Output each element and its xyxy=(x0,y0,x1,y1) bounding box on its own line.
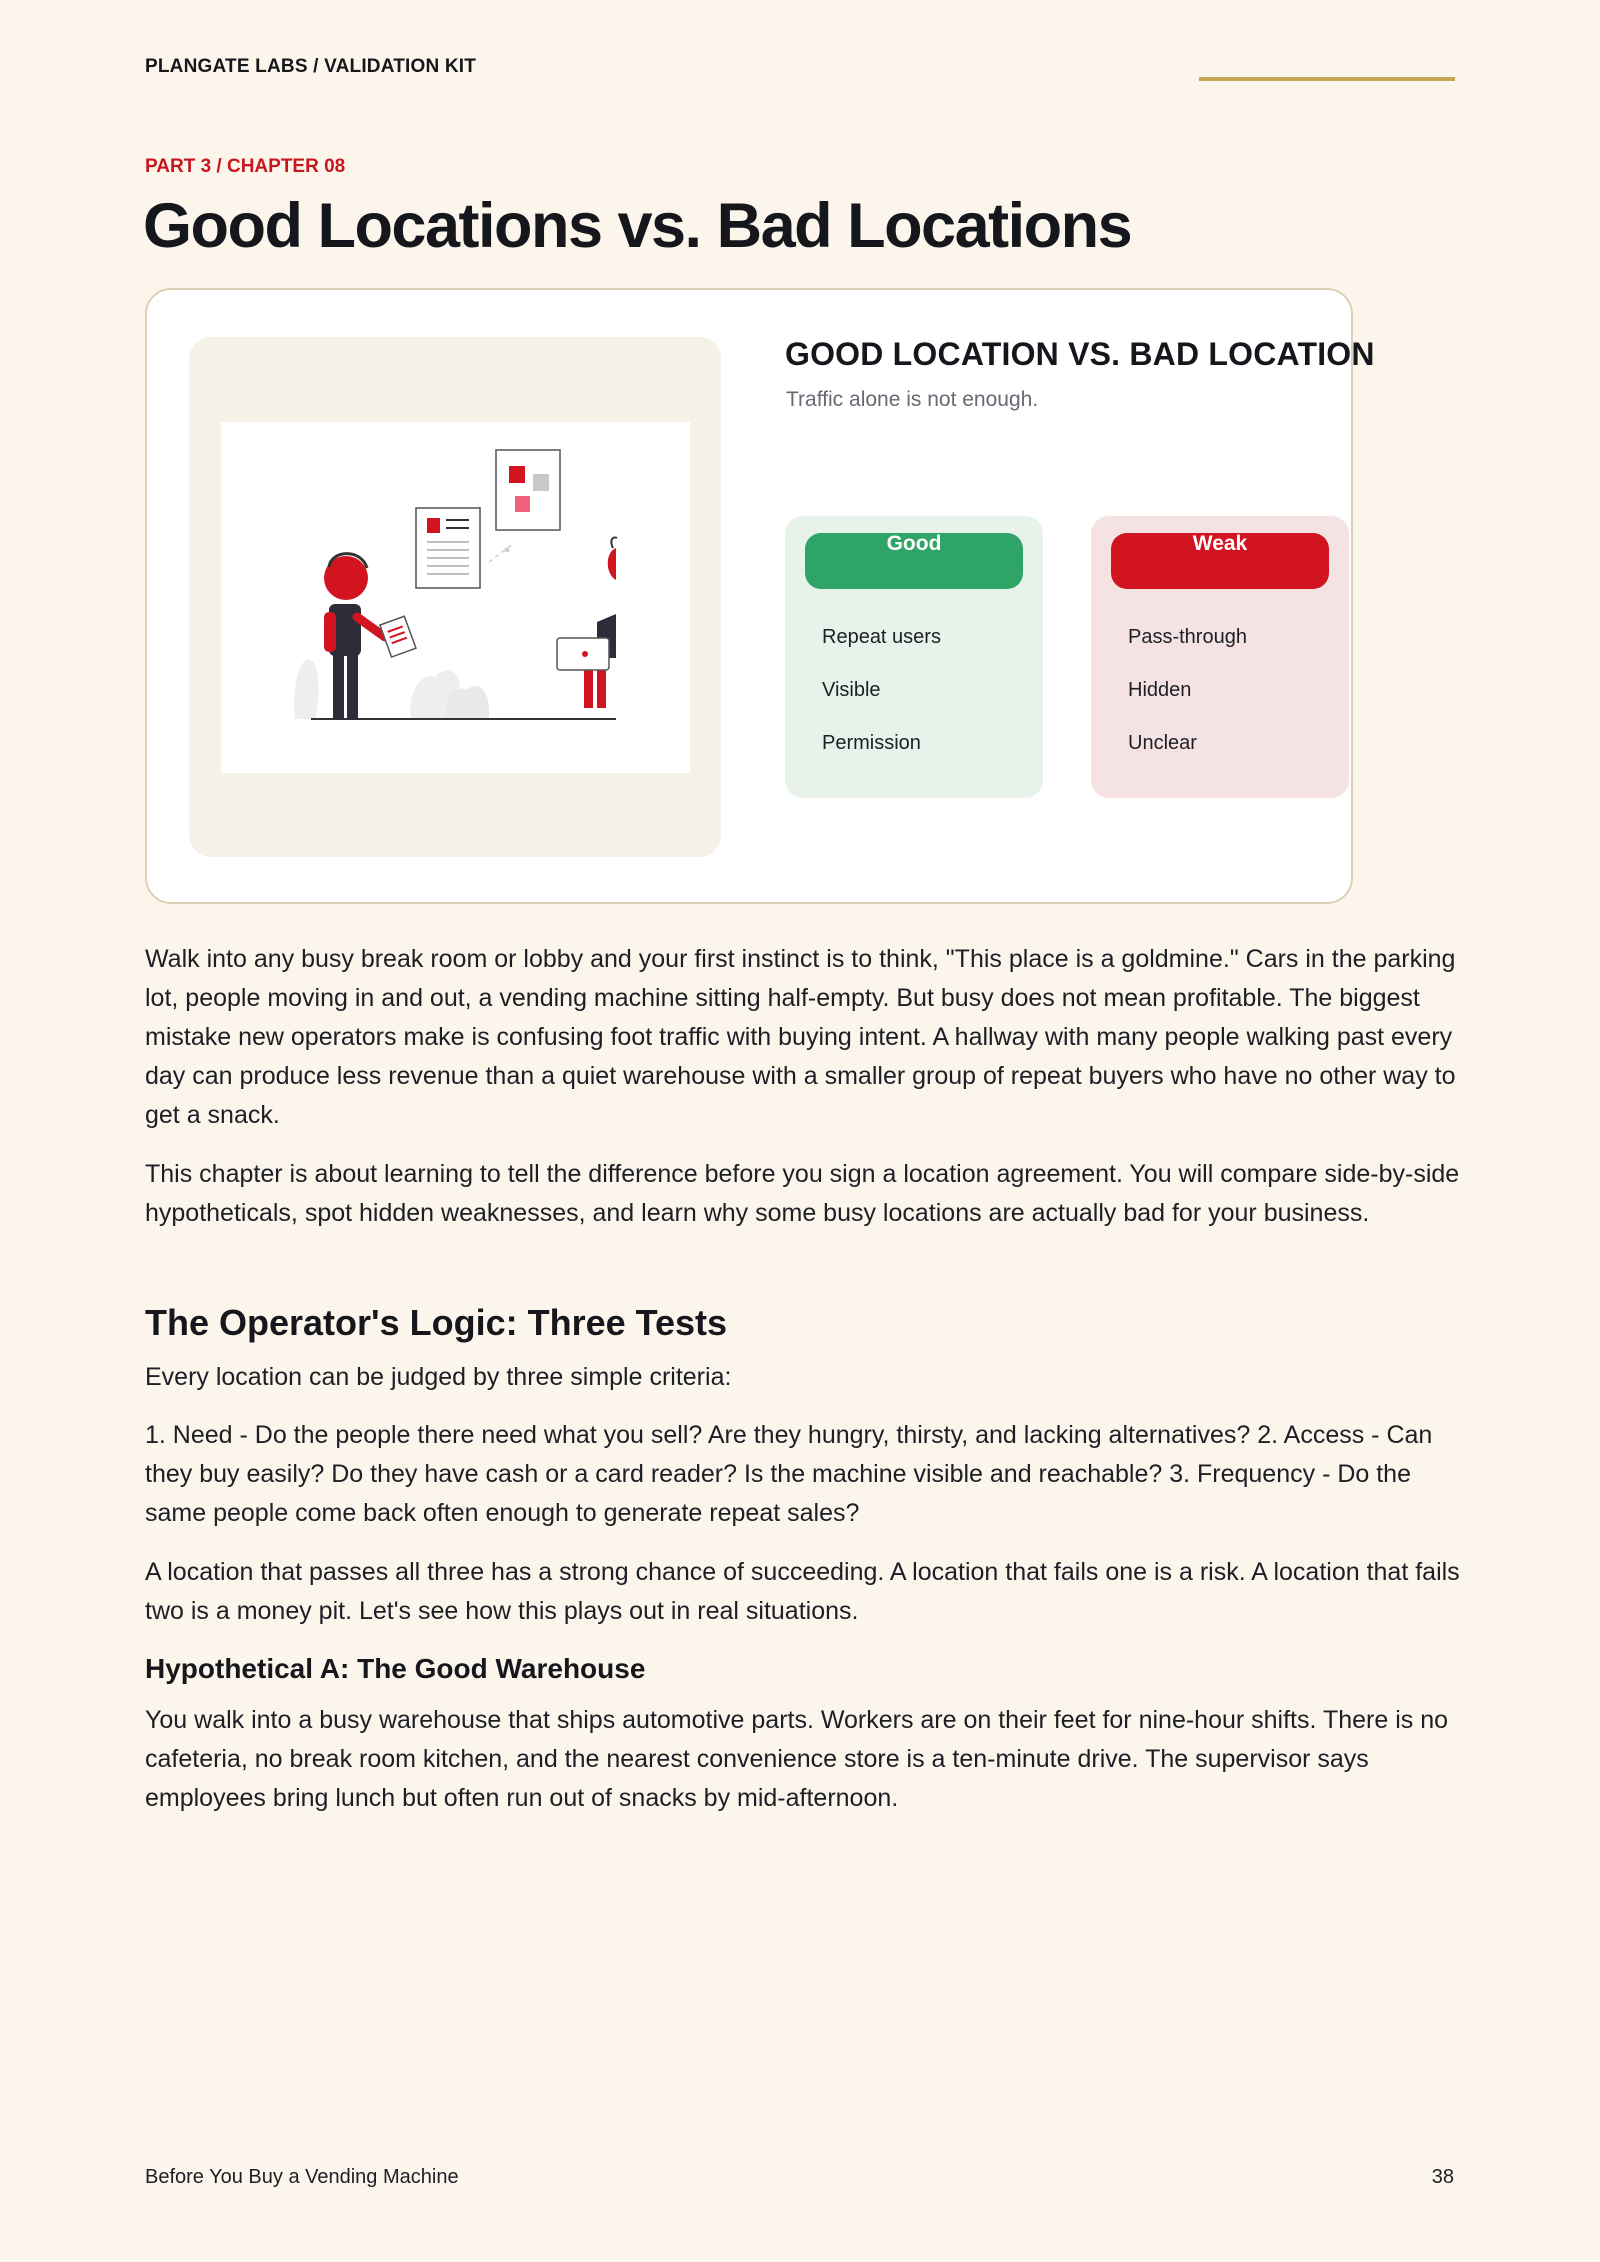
section-paragraph: Every location can be judged by three simple criteria: xyxy=(145,1363,732,1391)
figure-subtitle: Traffic alone is not enough. xyxy=(786,388,1039,411)
chapter-title: Good Locations vs. Bad Locations xyxy=(143,191,1132,261)
footer-book-title: Before You Buy a Vending Machine xyxy=(145,2166,459,2188)
figure-heading: GOOD LOCATION VS. BAD LOCATION xyxy=(785,336,1375,372)
good-badge: Good xyxy=(805,533,1023,589)
intro-paragraph: Walk into any busy break room or lobby and your first instinct is to think, "This place is a goldmine." Cars in the parking lot, people moving in and out, a vending machine sitting half-empty. But busy does not mean profitable. The biggest mistake new operators make is confusing foot traffic with buying intent. A hallway with many people walking past every day can produce less revenue than a quiet warehouse with a smaller group of repeat buyers who have no other way to get a snack. xyxy=(145,945,1456,1129)
weak-item: Unclear xyxy=(1128,732,1197,754)
comparison-figure-card xyxy=(145,288,1375,904)
running-header: PLANGATE LABS / VALIDATION KIT xyxy=(145,56,477,77)
good-item: Permission xyxy=(822,732,921,754)
intro-paragraph: This chapter is about learning to tell the difference before you sign a location agreement. You will compare side-by-side hypotheticals, spot hidden weaknesses, and learn why some busy locations are actually bad for your business. xyxy=(145,1160,1460,1227)
hypothetical-heading: Hypothetical A: The Good Warehouse xyxy=(145,1653,646,1684)
weak-location-column xyxy=(1091,516,1349,798)
weak-item: Hidden xyxy=(1128,679,1192,701)
good-location-column xyxy=(785,516,1043,798)
hypothetical-paragraph: You walk into a busy warehouse that ships automotive parts. Workers are on their feet for nine-hour shifts. There is no cafeteria, no break room kitchen, and the nearest convenience store is a ten-minute drive. The supervisor says employees bring lunch but often run out of snacks by mid-afternoon. xyxy=(145,1706,1449,1812)
good-item: Visible xyxy=(822,679,881,701)
illustration-frame xyxy=(221,422,690,773)
weak-item: Pass-through xyxy=(1128,626,1247,648)
section-heading: The Operator's Logic: Three Tests xyxy=(145,1302,728,1343)
section-paragraph: A location that passes all three has a strong chance of succeeding. A location that fails one is a risk. A location that fails two is a money pit. Let's see how this plays out in real situations. xyxy=(145,1558,1460,1625)
page-number: 38 xyxy=(1431,2166,1454,2188)
chapter-kicker: PART 3 / CHAPTER 08 xyxy=(145,156,346,177)
illustration-panel xyxy=(189,337,721,857)
people-with-documents-illustration xyxy=(221,422,690,773)
weak-badge: Weak xyxy=(1111,533,1329,589)
three-tests-list: 1. Need - Do the people there need what you sell? Are they hungry, thirsty, and lacking alternatives? 2. Access - Can they buy easily? Do they have cash or a card reader? Is the machine visible and reachable? 3. Frequency - Do the same people come back often enough to generate repeat sales? xyxy=(145,1421,1433,1527)
header-accent-rule xyxy=(1199,77,1455,81)
good-item: Repeat users xyxy=(822,626,941,648)
